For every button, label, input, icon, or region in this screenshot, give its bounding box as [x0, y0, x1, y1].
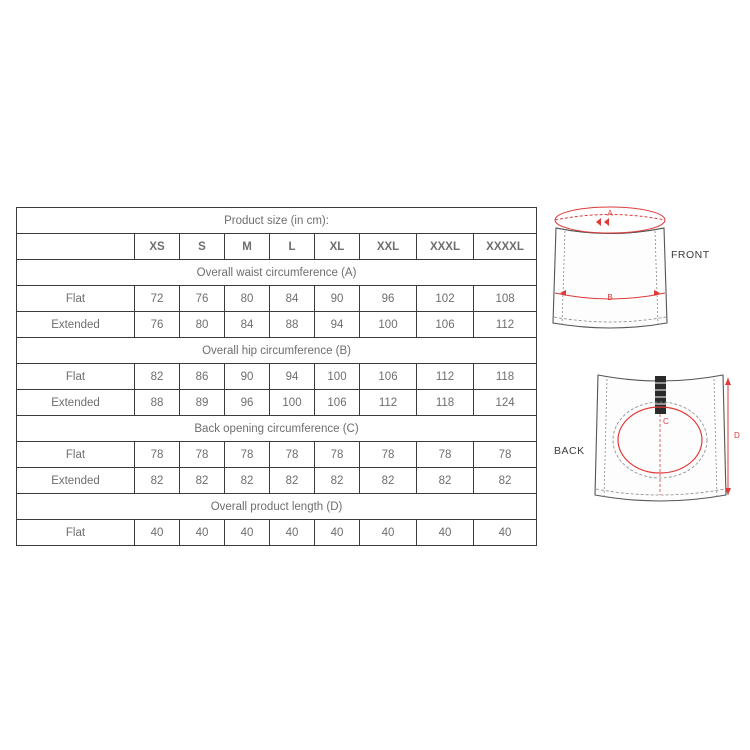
table-row: [17, 468, 537, 494]
cell-value: 96: [225, 390, 270, 416]
header-spacer: [17, 234, 135, 260]
cell-value: 40: [417, 520, 474, 546]
cell-value: 90: [315, 286, 360, 312]
cell-value: 108: [474, 286, 537, 312]
cell-value: 94: [315, 312, 360, 338]
cell-value: 112: [360, 390, 417, 416]
cell-value: 40: [180, 520, 225, 546]
table-row: [17, 286, 537, 312]
cell-value: 78: [225, 442, 270, 468]
table-row: [17, 364, 537, 390]
cell-value: 82: [135, 468, 180, 494]
cell-value: 89: [180, 390, 225, 416]
back-view-label: BACK: [554, 445, 585, 457]
table-title-row: [17, 208, 537, 234]
cell-value: 40: [474, 520, 537, 546]
cell-value: 84: [270, 286, 315, 312]
section-title-back-opening: Back opening circumference (C): [17, 416, 537, 442]
cell-value: 112: [417, 364, 474, 390]
cell-value: 118: [417, 390, 474, 416]
back-garment-illustration: [595, 375, 740, 501]
section-header-row: [17, 416, 537, 442]
size-header-xxl: XXL: [360, 234, 417, 260]
row-label: Flat: [17, 520, 135, 546]
cell-value: 112: [474, 312, 537, 338]
cell-value: 78: [315, 442, 360, 468]
cell-value: 76: [180, 286, 225, 312]
cell-value: 86: [180, 364, 225, 390]
size-header-l: L: [270, 234, 315, 260]
product-illustrations: [500, 195, 744, 515]
svg-text:D: D: [734, 431, 740, 440]
svg-text:B: B: [607, 293, 613, 302]
cell-value: 82: [417, 468, 474, 494]
size-table: [16, 207, 537, 546]
table-row: [17, 390, 537, 416]
cell-value: 82: [315, 468, 360, 494]
section-title-length: Overall product length (D): [17, 494, 537, 520]
row-label: Flat: [17, 442, 135, 468]
cell-value: 78: [270, 442, 315, 468]
section-header-row: [17, 338, 537, 364]
front-view-label: FRONT: [671, 249, 710, 261]
cell-value: 40: [315, 520, 360, 546]
size-table-container: [16, 207, 524, 546]
size-header-xl: XL: [315, 234, 360, 260]
cell-value: 78: [360, 442, 417, 468]
cell-value: 80: [180, 312, 225, 338]
section-header-row: [17, 494, 537, 520]
size-header-xs: XS: [135, 234, 180, 260]
cell-value: 78: [135, 442, 180, 468]
cell-value: 106: [315, 390, 360, 416]
size-header-xxxxl: XXXXL: [474, 234, 537, 260]
cell-value: 78: [417, 442, 474, 468]
svg-text:A: A: [607, 209, 613, 218]
size-header-xxxl: XXXL: [417, 234, 474, 260]
cell-value: 82: [180, 468, 225, 494]
section-title-waist: Overall waist circumference (A): [17, 260, 537, 286]
cell-value: 96: [360, 286, 417, 312]
cell-value: 40: [135, 520, 180, 546]
row-label: Extended: [17, 390, 135, 416]
table-row: [17, 312, 537, 338]
garment-diagram: [500, 195, 744, 515]
cell-value: 40: [270, 520, 315, 546]
cell-value: 100: [315, 364, 360, 390]
cell-value: 82: [225, 468, 270, 494]
cell-value: 82: [360, 468, 417, 494]
section-title-hip: Overall hip circumference (B): [17, 338, 537, 364]
cell-value: 102: [417, 286, 474, 312]
cell-value: 84: [225, 312, 270, 338]
cell-value: 88: [270, 312, 315, 338]
cell-value: 76: [135, 312, 180, 338]
cell-value: 80: [225, 286, 270, 312]
cell-value: 94: [270, 364, 315, 390]
cell-value: 124: [474, 390, 537, 416]
cell-value: 100: [270, 390, 315, 416]
front-garment-illustration: [553, 207, 667, 328]
table-row: [17, 520, 537, 546]
cell-value: 90: [225, 364, 270, 390]
size-header-m: M: [225, 234, 270, 260]
row-label: Extended: [17, 312, 135, 338]
cell-value: 40: [360, 520, 417, 546]
cell-value: 82: [135, 364, 180, 390]
cell-value: 78: [474, 442, 537, 468]
cell-value: 118: [474, 364, 537, 390]
cell-value: 40: [225, 520, 270, 546]
cell-value: 78: [180, 442, 225, 468]
cell-value: 88: [135, 390, 180, 416]
cell-value: 106: [417, 312, 474, 338]
cell-value: 100: [360, 312, 417, 338]
table-header-row: [17, 234, 537, 260]
row-label: Flat: [17, 286, 135, 312]
cell-value: 72: [135, 286, 180, 312]
size-header-s: S: [180, 234, 225, 260]
row-label: Extended: [17, 468, 135, 494]
section-header-row: [17, 260, 537, 286]
table-title: Product size (in cm):: [17, 208, 537, 234]
cell-value: 82: [474, 468, 537, 494]
svg-text:C: C: [663, 417, 669, 426]
table-row: [17, 442, 537, 468]
row-label: Flat: [17, 364, 135, 390]
cell-value: 82: [270, 468, 315, 494]
cell-value: 106: [360, 364, 417, 390]
